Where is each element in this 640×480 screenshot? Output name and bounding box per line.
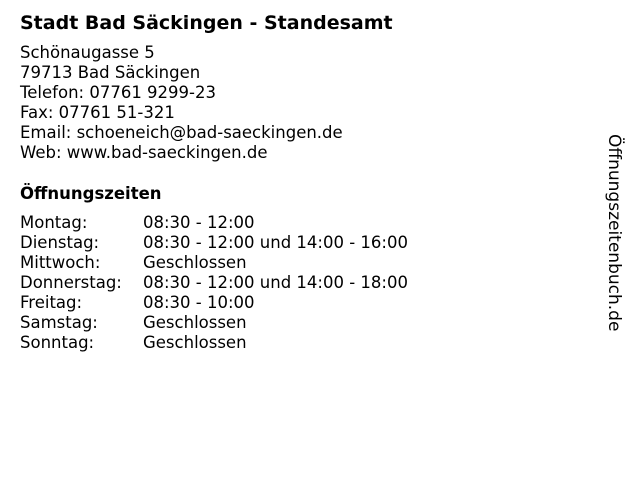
email-address: Email: schoeneich@bad-saeckingen.de [20,123,343,142]
postal-city: 79713 Bad Säckingen [20,63,201,82]
side-watermark [598,134,640,336]
hours-time: 08:30 - 10:00 [143,293,255,312]
hours-time: Geschlossen [143,313,247,332]
page-title: Stadt Bad Säckingen - Standesamt [20,12,393,34]
address-block [20,43,343,163]
hours-day: Donnerstag: [20,273,122,292]
hours-day: Mittwoch: [20,253,101,272]
fax-number: Fax: 07761 51-321 [20,103,175,122]
website-address: Web: www.bad-saeckingen.de [20,143,268,162]
hours-time: Geschlossen [143,253,247,272]
hours-day: Dienstag: [20,233,100,252]
hours-day: Montag: [20,213,88,232]
phone-number: Telefon: 07761 9299-23 [20,83,217,102]
side-watermark-text: Öffnungszeitenbuch.de [604,134,624,332]
hours-time: Geschlossen [143,333,247,352]
hours-day: Freitag: [20,293,83,312]
hours-time: 08:30 - 12:00 und 14:00 - 18:00 [143,273,408,292]
hours-time: 08:30 - 12:00 und 14:00 - 16:00 [143,233,408,252]
opening-hours-heading: Öffnungszeiten [20,184,162,203]
street-address: Schönaugasse 5 [20,43,155,62]
hours-time: 08:30 - 12:00 [143,213,255,232]
hours-day: Samstag: [20,313,98,332]
hours-day: Sonntag: [20,333,95,352]
